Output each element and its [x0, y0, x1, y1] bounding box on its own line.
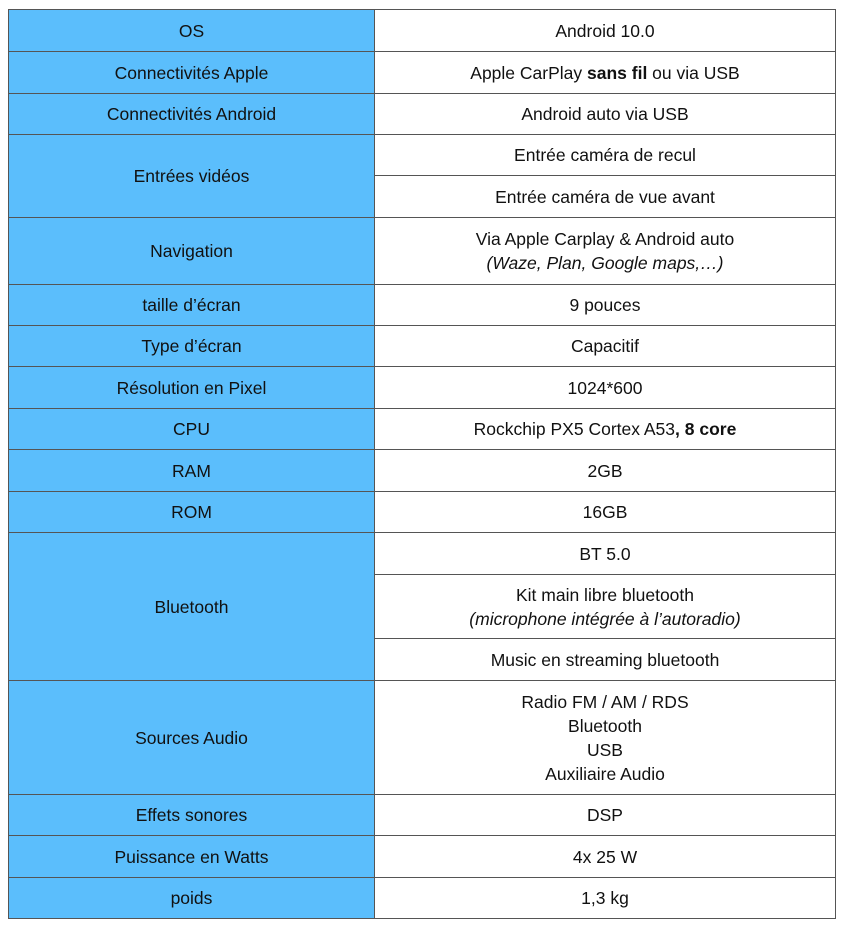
value-effects: DSP — [375, 795, 836, 836]
label-ram: RAM — [9, 450, 375, 492]
table-row — [9, 878, 836, 919]
table-row — [9, 367, 836, 409]
label-bluetooth: Bluetooth — [9, 533, 375, 681]
value-resolution: 1024*600 — [375, 367, 836, 409]
table-row — [9, 681, 836, 795]
value-power: 4x 25 W — [375, 836, 836, 878]
label-screen-type: Type d’écran — [9, 326, 375, 367]
table-row — [9, 135, 836, 176]
table-row — [9, 326, 836, 367]
value-video-2: Entrée caméra de vue avant — [375, 176, 836, 218]
label-cpu: CPU — [9, 409, 375, 450]
value-apple — [375, 52, 836, 94]
apple-text-end: ou via USB — [647, 62, 740, 83]
audio-source-line: Bluetooth — [568, 715, 642, 736]
table-row — [9, 285, 836, 326]
table-row — [9, 94, 836, 135]
value-ram: 2GB — [375, 450, 836, 492]
label-apple: Connectivités Apple — [9, 52, 375, 94]
value-bluetooth-handsfree — [375, 575, 836, 639]
audio-source-line: Auxiliaire Audio — [545, 763, 665, 784]
value-audio-sources — [375, 681, 836, 795]
label-audio-sources: Sources Audio — [9, 681, 375, 795]
cpu-bold-text: , 8 core — [675, 419, 737, 439]
cpu-text: Rockchip PX5 Cortex A53 — [473, 419, 676, 439]
value-android: Android auto via USB — [375, 94, 836, 135]
label-rom: ROM — [9, 492, 375, 533]
value-screen-size: 9 pouces — [375, 285, 836, 326]
label-os: OS — [9, 10, 375, 52]
value-bluetooth-version: BT 5.0 — [375, 533, 836, 575]
value-rom: 16GB — [375, 492, 836, 533]
label-resolution: Résolution en Pixel — [9, 367, 375, 409]
table-row — [9, 218, 836, 285]
navigation-note: (Waze, Plan, Google maps,…) — [486, 253, 724, 273]
value-navigation — [375, 218, 836, 285]
label-android: Connectivités Android — [9, 94, 375, 135]
table-row — [9, 492, 836, 533]
label-power: Puissance en Watts — [9, 836, 375, 878]
value-bluetooth-streaming: Music en streaming bluetooth — [375, 639, 836, 681]
value-cpu — [375, 409, 836, 450]
handsfree-text: Kit main libre bluetooth — [515, 584, 695, 605]
value-os: Android 10.0 — [375, 10, 836, 52]
spec-table — [8, 9, 836, 919]
label-screen-size: taille d’écran — [9, 285, 375, 326]
apple-text: Apple CarPlay — [470, 62, 587, 83]
table-row — [9, 10, 836, 52]
label-effects: Effets sonores — [9, 795, 375, 836]
table-row — [9, 836, 836, 878]
value-video-1: Entrée caméra de recul — [375, 135, 836, 176]
table-row — [9, 409, 836, 450]
label-video: Entrées vidéos — [9, 135, 375, 218]
value-screen-type: Capacitif — [375, 326, 836, 367]
label-weight: poids — [9, 878, 375, 919]
value-weight: 1,3 kg — [375, 878, 836, 919]
table-row — [9, 450, 836, 492]
table-row — [9, 533, 836, 575]
label-navigation: Navigation — [9, 218, 375, 285]
table-row — [9, 52, 836, 94]
audio-source-line: USB — [587, 739, 623, 760]
audio-source-line: Radio FM / AM / RDS — [521, 691, 689, 712]
apple-bold-text: sans fil — [587, 62, 648, 83]
handsfree-note: (microphone intégrée à l’autoradio) — [469, 608, 741, 629]
navigation-text: Via Apple Carplay & Android auto — [475, 229, 735, 249]
table-row — [9, 795, 836, 836]
